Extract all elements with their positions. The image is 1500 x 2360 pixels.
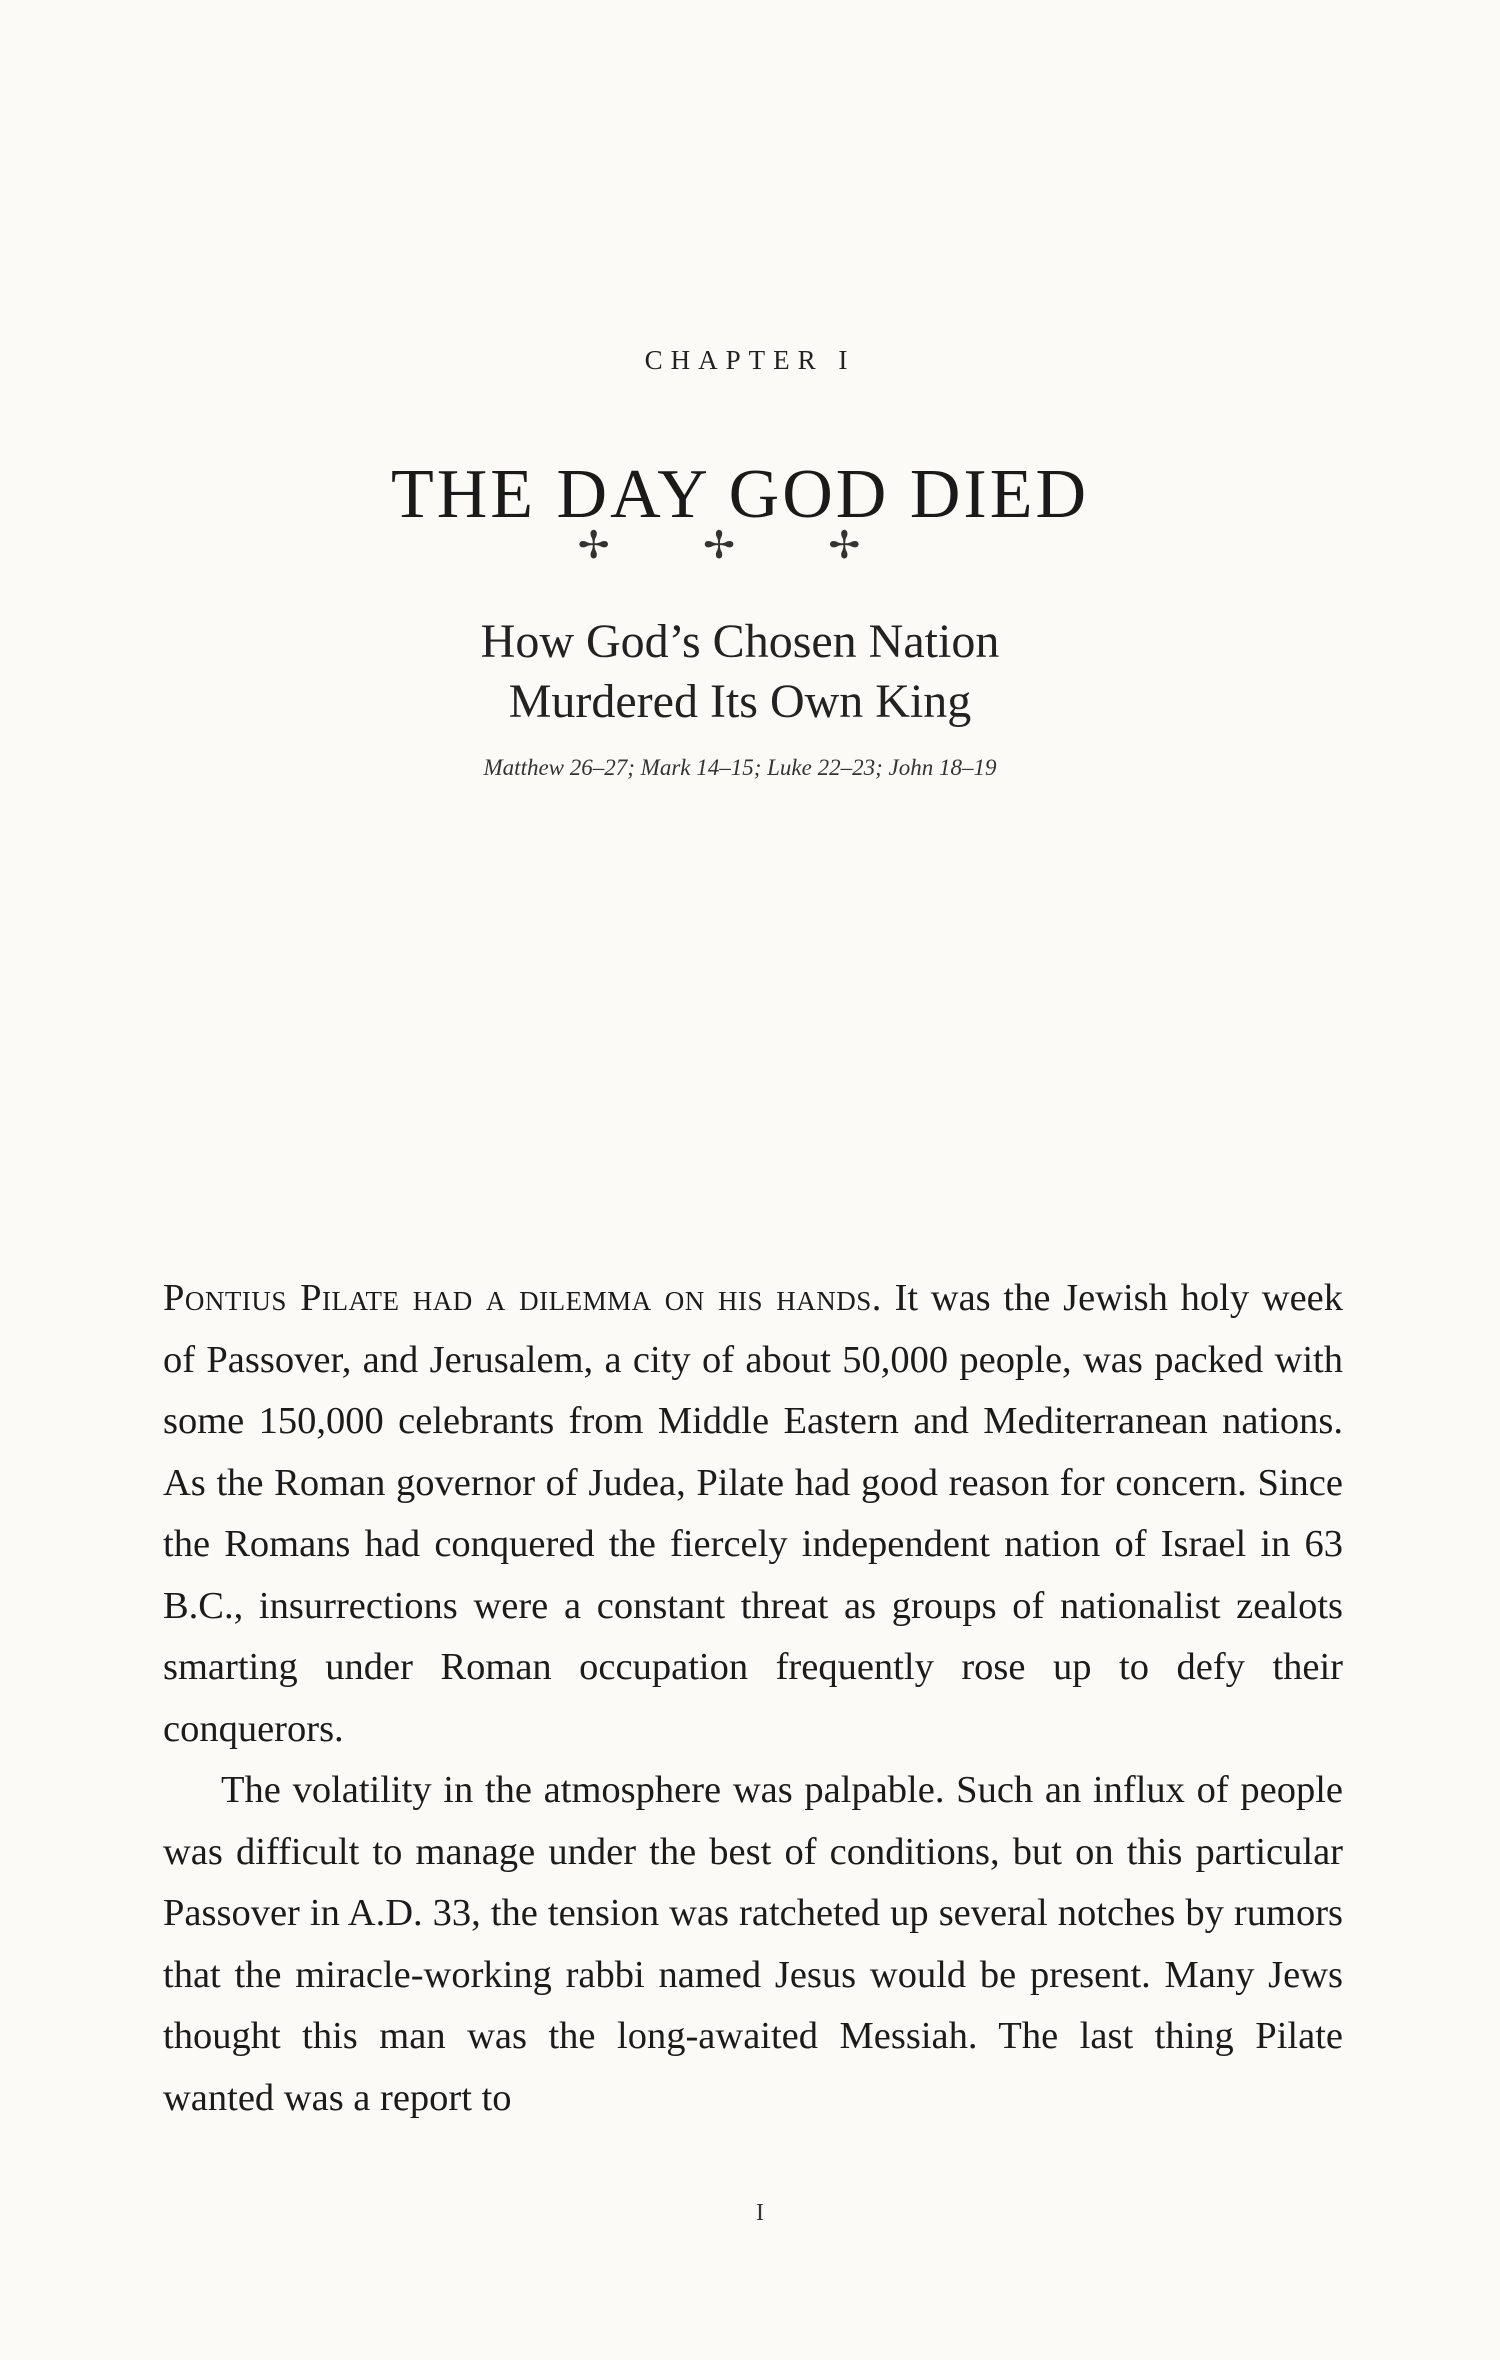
scripture-reference: Matthew 26–27; Mark 14–15; Luke 22–23; John 18–19 <box>483 755 997 780</box>
subtitle-line-1: How God’s Chosen Nation <box>480 615 1000 668</box>
cross-ornament: ✢ ✢ ✢ <box>577 525 903 567</box>
paragraph-1-text: It was the Jewish holy week of Passover, and Jerusalem, a city of about 50,000 people, was packed with some 150,000 celebrants from Middle Eastern and Mediterranean nations. As the Roman governor of Judea, Pilate had good reason for concern. Since the Romans had conquered the fiercely independent nation of Israel in 63 B.C., insurrections were a constant threat as groups of nationalist zealots smarting under Roman occupation frequently rose up to defy their conquerors. <box>163 1277 1343 1750</box>
paragraph-1 <box>163 1268 1343 1760</box>
page-number: I <box>756 2200 764 2226</box>
paragraph-2: The volatility in the atmosphere was palpable. Such an influx of people was difficult to manage under the best of conditions, but on this particular Passover in A.D. 33, the tension was ratcheted up several notches by rumors that the miracle-working rabbi named Jesus would be present. Many Jews thought this man was the long-awaited Messiah. The last thing Pilate wanted was a report to <box>163 1769 1343 2119</box>
body-text <box>163 1268 1343 2129</box>
paragraph-lead-in: Pontius Pilate had a dilemma on his hands. <box>163 1277 882 1319</box>
chapter-title: THE DAY GOD DIED <box>390 455 1090 533</box>
subtitle-line-2: Murdered Its Own King <box>508 675 972 728</box>
chapter-subtitle <box>0 612 1480 732</box>
chapter-label: CHAPTER I <box>644 345 856 375</box>
